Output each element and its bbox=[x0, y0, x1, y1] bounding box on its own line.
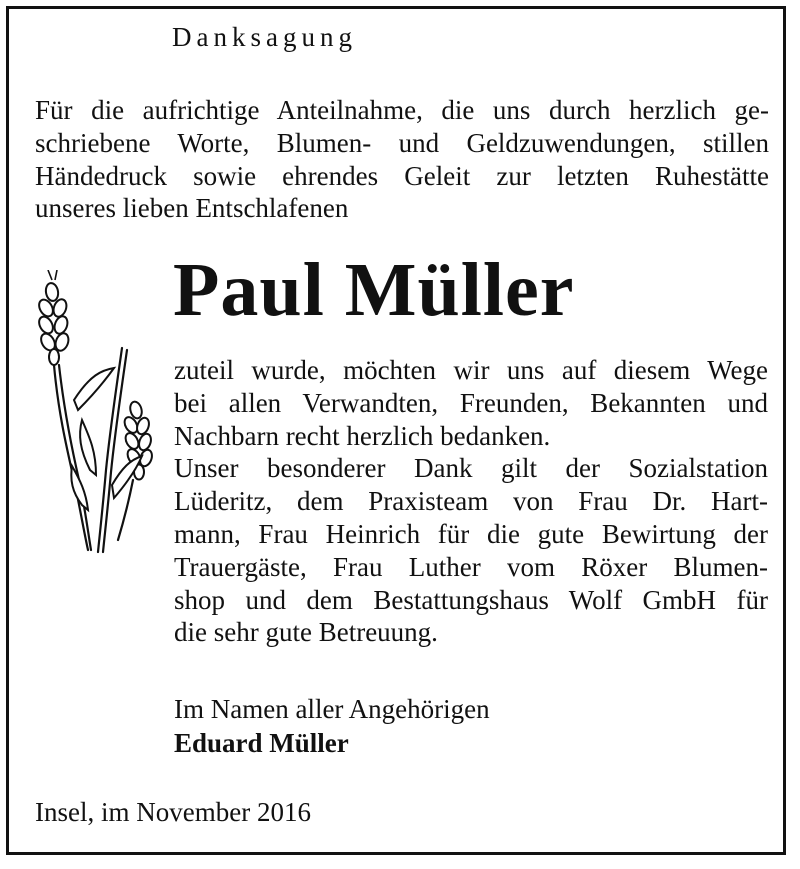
body-line: zuteil wurde, möchten wir uns auf diesem Wege bbox=[174, 355, 768, 385]
body-line: Unser besonderer Dank gilt der Sozialstation bbox=[174, 453, 768, 484]
body-line: Trauergäste, Frau Luther vom Röxer Blumen- bbox=[174, 551, 768, 582]
body-line: shop und dem Bestattungshaus Wolf GmbH für bbox=[174, 584, 768, 615]
intro-line: unseres lieben Entschlafenen bbox=[35, 193, 349, 224]
intro-line: Für die aufrichtige Anteilnahme, die uns durch herzlich ge- bbox=[35, 95, 769, 125]
notice-heading: Danksagung bbox=[172, 22, 357, 52]
place-date: Insel, im November 2016 bbox=[35, 797, 311, 827]
body-line: die sehr gute Betreuung. bbox=[174, 617, 438, 648]
body-line: bei allen Verwandten, Freunden, Bekannten und bbox=[174, 387, 768, 418]
body-line: mann, Frau Heinrich für die gute Bewirtung der bbox=[174, 518, 768, 549]
intro-line: schriebene Worte, Blumen- und Geldzuwendungen, stillen bbox=[35, 127, 769, 158]
intro-line: Händedruck sowie ehrendes Geleit zur letzten Ruhestätte bbox=[35, 160, 769, 191]
signature-name: Eduard Müller bbox=[174, 728, 349, 758]
signature-intro: Im Namen aller Angehörigen bbox=[174, 694, 490, 724]
body-paragraph bbox=[174, 354, 768, 649]
intro-paragraph bbox=[35, 94, 769, 225]
wheat-stalks-icon bbox=[30, 270, 160, 555]
deceased-name: Paul Müller bbox=[173, 248, 575, 332]
body-line: Nachbarn recht herzlich bedanken. bbox=[174, 420, 551, 451]
body-line: Lüderitz, dem Praxisteam von Frau Dr. Hart- bbox=[174, 486, 768, 517]
